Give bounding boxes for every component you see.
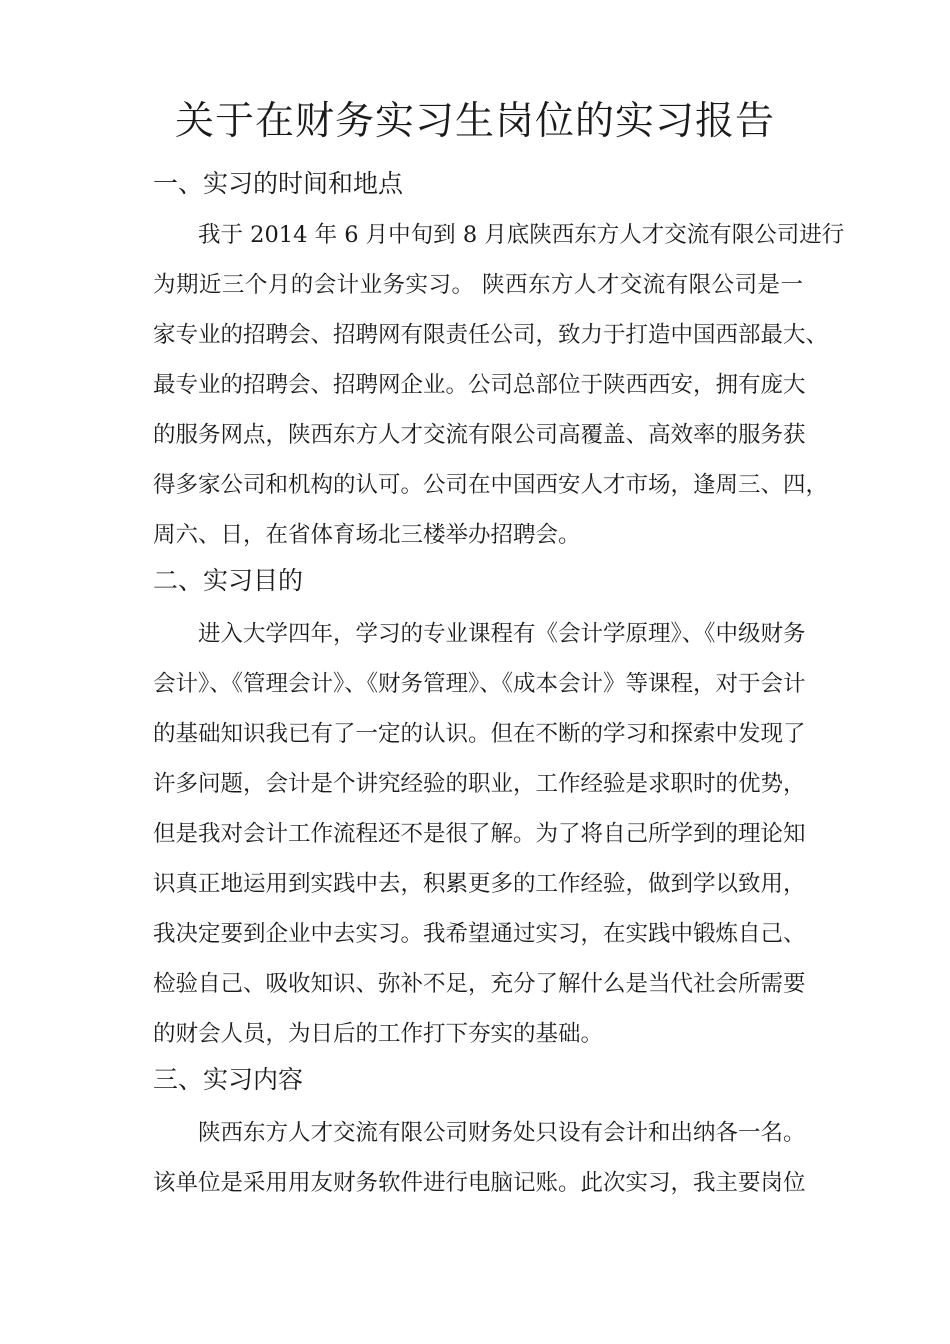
paragraph-line: 我于 2014 年 6 月中旬到 8 月底陕西东方人才交流有限公司进行 [198,222,845,248]
paragraph-line: 的财会人员，为日后的工作打下夯实的基础。 [153,1021,604,1047]
section-heading-3: 三、实习内容 [153,1065,304,1094]
paragraph-line: 许多问题，会计是个讲究经验的职业，工作经验是求职时的优势， [153,771,806,797]
paragraph-line: 的基础知识我已有了一定的认识。但在不断的学习和探索中发现了 [153,721,806,747]
paragraph-line: 该单位是采用用友财务软件进行电脑记账。此次实习，我主要岗位 [153,1170,806,1196]
paragraph-line: 最专业的招聘会、招聘网企业。公司总部位于陕西西安，拥有庞大 [153,372,806,398]
paragraph-line: 周六、日，在省体育场北三楼举办招聘会。 [153,522,581,548]
paragraph-line: 的服务网点，陕西东方人才交流有限公司高覆盖、高效率的服务获 [153,422,806,448]
paragraph-line: 检验自己、吸收知识、弥补不足，充分了解什么是当代社会所需要 [153,971,806,997]
paragraph-line: 进入大学四年，学习的专业课程有《会计学原理》、《中级财务 [198,621,806,647]
paragraph-line: 陕西东方人才交流有限公司财务处只设有会计和出纳各一名。 [198,1120,806,1146]
paragraph-line: 识真正地运用到实践中去，积累更多的工作经验，做到学以致用， [153,871,806,897]
paragraph-line: 会计》、《管理会计》、《财务管理》、《成本会计》等课程，对于会计 [153,671,806,697]
paragraph-line: 家专业的招聘会、招聘网有限责任公司，致力于打造中国西部最大、 [153,322,829,348]
section-heading-1: 一、实习的时间和地点 [153,169,404,198]
paragraph-line: 为期近三个月的会计业务实习。 陕西东方人才交流有限公司是一 [153,272,803,298]
paragraph-line: 得多家公司和机构的认可。公司在中国西安人才市场，逢周三、四， [153,472,829,498]
section-heading-2: 二、实习目的 [153,566,304,595]
paragraph-line: 但是我对会计工作流程还不是很了解。为了将自己所学到的理论知 [153,821,806,847]
paragraph-line: 我决定要到企业中去实习。我希望通过实习，在实践中锻炼自己、 [153,921,806,947]
document-title: 关于在财务实习生岗位的实习报告 [174,99,775,144]
